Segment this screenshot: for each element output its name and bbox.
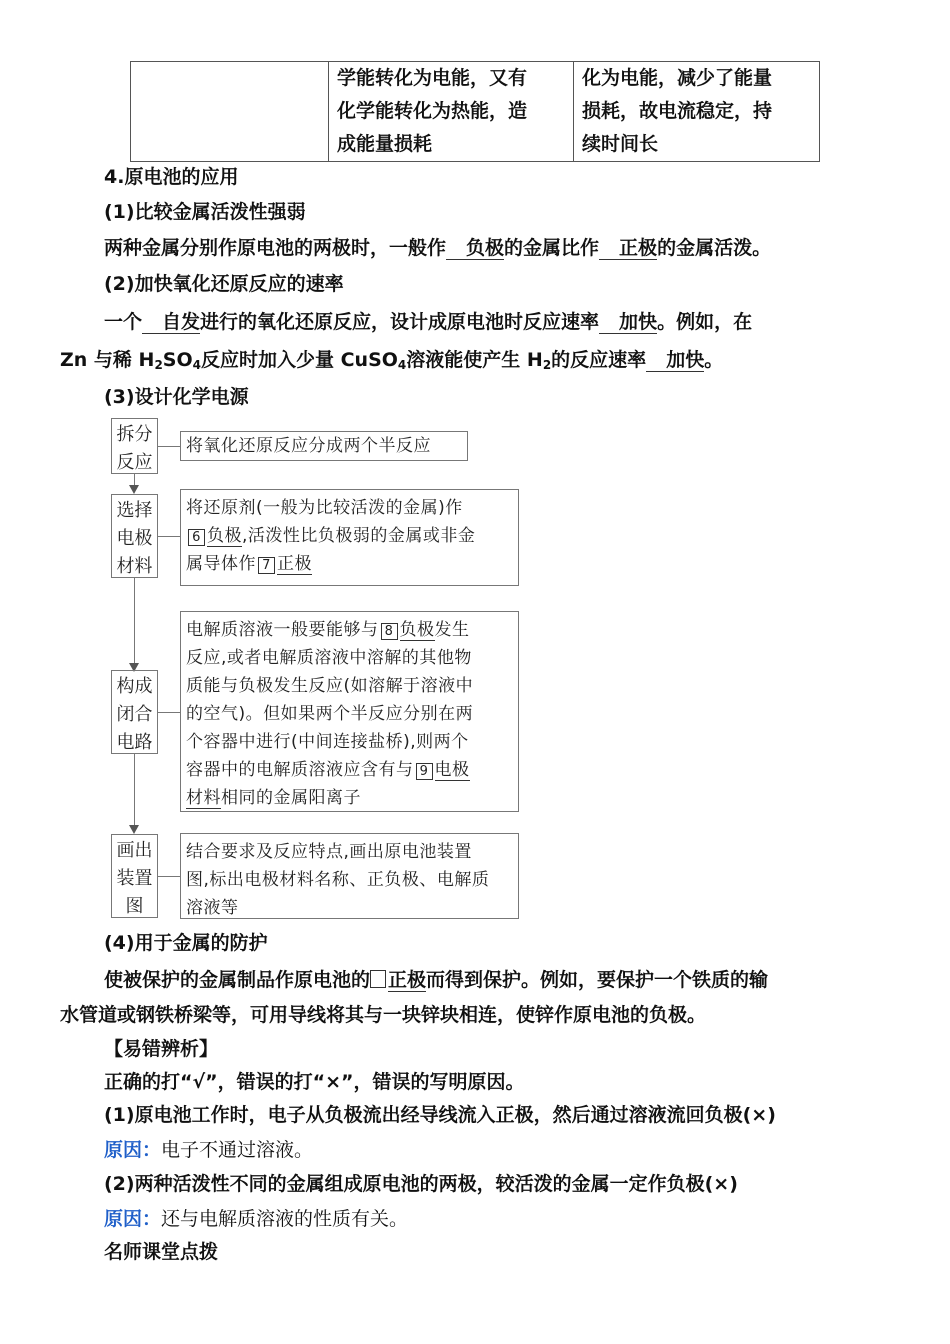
subsection-title-1: (1)比较金属活泼性强弱 [104, 201, 306, 223]
paragraph-protection-line1: 使被保护的金属制品作原电池的 正极而得到保护。例如，要保护一个铁质的输 [104, 969, 769, 991]
error-question-1: (1)原电池工作时，电子从负极流出经导线流入正极，然后通过溶液流回负极(×) [104, 1104, 776, 1126]
flow-step-split: 拆分 反应 [111, 418, 158, 474]
blank-answer: 自发 [142, 311, 200, 334]
arrow-down-icon [129, 485, 139, 494]
paragraph-rate-line2: Zn 与稀 $H_2SO_4$反应时加入少量 CuSO$_4$溶液能使产生 $H_2$的反应速率 加快。 [60, 349, 724, 372]
subsection-title-2: (2)加快氧化还原反应的速率 [104, 273, 344, 295]
flow-step-circuit: 构成 闭合 电路 [111, 670, 158, 754]
flow-step-electrodes: 选择 电极 材料 [111, 494, 158, 578]
flow-desc-split: 将氧化还原反应分成两个半反应 [180, 431, 468, 461]
flow-desc-electrodes: 将还原剂(一般为比较活泼的金属)作 6 负极,活泼性比负极弱的金属或非金 属导体作 7 正极 [180, 489, 519, 586]
error-question-2: (2)两种活泼性不同的金属组成原电池的两极，较活泼的金属一定作负极(×) [104, 1173, 738, 1195]
paragraph-activity: 两种金属分别作原电池的两极时，一般作 负极的金属比作 正极的金属活泼。 [104, 237, 772, 259]
table-cell-saltbridge: 化为电能，减少了能量 损耗，故电流稳定，持 续时间长 [574, 62, 820, 162]
connector [158, 446, 180, 447]
errors-heading: 【易错辨析】 [104, 1038, 219, 1060]
footer-heading: 名师课堂点拨 [104, 1241, 219, 1263]
paragraph-protection-line2: 水管道或钢铁桥梁等，可用导线将其与一块锌块相连，使锌作原电池的负极。 [60, 1004, 707, 1026]
flow-step-draw: 画出 装置 图 [111, 834, 158, 918]
flow-desc-draw: 结合要求及反应特点,画出原电池装置 图,标出电极材料名称、正负极、电解质 溶液等 [180, 833, 519, 919]
table-cell-ordinary: 学能转化为电能，又有 化学能转化为热能，造 成能量损耗 [329, 62, 574, 162]
blank-answer: 正极 [388, 969, 427, 991]
errors-intro: 正确的打“√”，错误的打“×”，错误的写明原因。 [104, 1071, 525, 1093]
section-heading: 4.原电池的应用 [104, 166, 239, 188]
flow-desc-circuit: 电解质溶液一般要能够与 8 负极发生 反应,或者电解质溶液中溶解的其他物 质能与负极发生反应(如溶解于溶液中 的空气)。但如果两个半反应分别在两 个容器中进行(中间连接盐桥),则两个 容器中的电解质溶液应含有与 9 电极 材料相同的金属阳离子 [180, 611, 519, 812]
subsection-title-3: (3)设计化学电源 [104, 386, 249, 408]
paragraph-rate-line1: 一个 自发进行的氧化还原反应，设计成原电池时反应速率 加快。例如，在 [104, 311, 753, 333]
arrow-down-icon [129, 825, 139, 834]
blank-answer: 加快 [599, 311, 657, 334]
blank-answer: 正极 [599, 237, 657, 260]
error-reason-1: 原因：电子不通过溶液。 [104, 1139, 314, 1161]
blank-answer: 加快 [646, 349, 704, 372]
blank-answer: 负极 [446, 237, 504, 260]
subsection-title-4: (4)用于金属的防护 [104, 932, 268, 954]
error-reason-2: 原因：还与电解质溶液的性质有关。 [104, 1208, 409, 1230]
blank-box-icon [370, 970, 386, 988]
